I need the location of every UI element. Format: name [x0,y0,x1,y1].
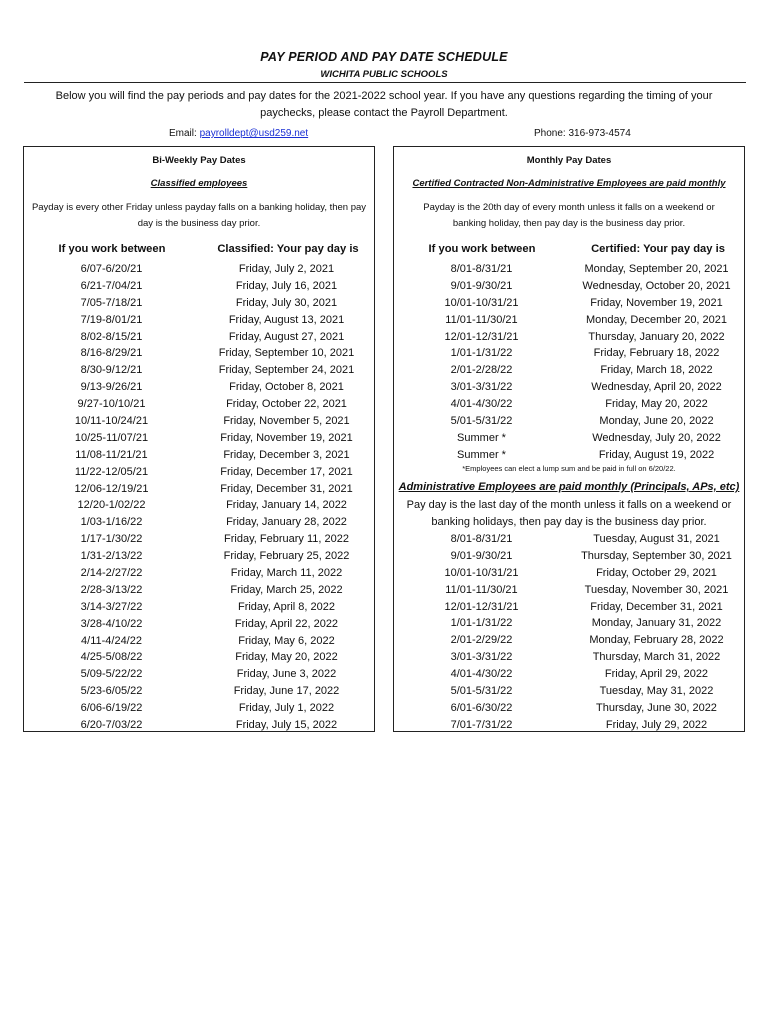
phone-contact [534,128,631,139]
monthly-row [394,379,744,396]
period-cell: 5/23-6/05/22 [80,685,143,698]
payday-cell: Monday, January 31, 2022 [591,617,722,630]
period-cell: 2/01-2/29/22 [450,634,513,647]
period-cell: 6/20-7/03/22 [80,719,143,732]
biweekly-row [24,633,374,650]
payday-cell: Friday, February 11, 2022 [224,533,349,546]
biweekly-row [24,362,374,379]
payday-cell: Friday, July 16, 2021 [235,279,338,292]
period-cell: 10/11-10/24/21 [74,415,149,428]
admin-row [394,700,744,717]
payday-cell: Friday, June 17, 2022 [233,685,340,698]
period-cell: 8/30-9/12/21 [80,364,143,377]
payday-cell: Thursday, March 31, 2022 [592,651,721,664]
period-cell: 4/25-5/08/22 [80,651,143,664]
payday-cell: Friday, December 31, 2021 [220,482,353,495]
monthly-row [394,329,744,346]
period-cell: 5/01-5/31/22 [450,415,513,428]
biweekly-row [24,430,374,447]
period-cell: 2/28-3/13/22 [80,583,143,596]
biweekly-row [24,616,374,633]
period-cell: 12/01-12/31/21 [444,600,519,613]
monthly-row [394,362,744,379]
monthly-row [394,447,744,464]
payday-cell: Friday, July 29, 2022 [605,718,708,731]
period-cell: 3/01-3/31/22 [450,651,513,664]
payday-cell: Friday, October 29, 2021 [596,566,717,579]
payday-cell: Friday, April 29, 2022 [604,668,709,681]
biweekly-row [24,345,374,362]
biweekly-row [24,531,374,548]
biweekly-row [24,447,374,464]
payday-cell: Friday, February 25, 2022 [223,550,350,563]
period-cell: 5/01-5/31/22 [450,685,513,698]
period-cell: 11/01-11/30/21 [445,583,518,596]
period-cell: 8/16-8/29/21 [80,347,143,360]
payday-cell: Wednesday, July 20, 2022 [592,431,721,444]
period-cell: 10/01-10/31/21 [444,296,519,309]
phone-label: Phone: [534,128,566,139]
payday-cell: Friday, August 13, 2021 [228,313,345,326]
admin-rows [394,531,744,734]
payday-cell: Friday, April 22, 2022 [234,617,339,630]
period-cell: 9/01-9/30/21 [450,279,513,292]
payday-cell: Friday, July 2, 2021 [238,263,335,275]
period-cell: 8/02-8/15/21 [80,330,143,343]
period-cell: 4/01-4/30/22 [450,398,513,411]
payday-cell: Friday, March 18, 2022 [600,364,713,377]
biweekly-row [24,649,374,666]
payday-cell: Tuesday, November 30, 2021 [584,583,729,596]
biweekly-panel [23,146,375,732]
period-cell: 6/07-6/20/21 [80,263,143,275]
admin-row [394,599,744,616]
monthly-row [394,261,744,278]
period-cell: 4/11-4/24/22 [81,634,142,647]
page-subtitle: WICHITA PUBLIC SCHOOLS [320,69,448,80]
payday-cell: Friday, November 5, 2021 [223,415,350,428]
period-cell: 1/17-1/30/22 [80,533,143,546]
period-cell: 2/01-2/28/22 [450,364,513,377]
monthly-heading: Monthly Pay Dates [526,155,612,166]
biweekly-row [24,396,374,413]
admin-row [394,683,744,700]
period-cell: 7/01-7/31/22 [450,718,513,731]
payday-cell: Friday, November 19, 2021 [590,296,723,309]
payday-cell: Wednesday, October 20, 2021 [582,279,731,292]
payday-cell: Thursday, June 30, 2022 [596,701,717,714]
monthly-col-payday: Certified: Your pay day is [591,243,725,255]
payday-cell: Friday, August 27, 2021 [228,330,345,343]
period-cell: 5/09-5/22/22 [80,668,143,681]
admin-note: Pay day is the last day of the month unless it falls on a weekend or banking holidays, then pay day is the business day prior. [406,499,732,528]
payday-cell: Friday, October 8, 2021 [229,381,344,394]
admin-row [394,717,744,734]
biweekly-note: Payday is every other Friday unless payday falls on a banking holiday, then pay day is the business day prior. [31,202,367,229]
intro-text: Below you will find the pay periods and pay dates for the 2021-2022 school year. If you have any questions regarding the timing of your paychecks, please contact the Payroll Department. [55,90,713,119]
monthly-row [394,295,744,312]
period-cell: 1/03-1/16/22 [80,516,143,529]
payday-cell: Friday, September 24, 2021 [218,364,355,377]
admin-row [394,632,744,649]
payday-cell: Friday, December 17, 2021 [220,465,353,478]
period-cell: 4/01-4/30/22 [450,668,513,681]
biweekly-row [24,312,374,329]
period-cell: 1/31-2/13/22 [80,550,143,563]
payday-cell: Friday, December 3, 2021 [223,448,350,461]
biweekly-row [24,514,374,531]
admin-row [394,666,744,683]
payday-cell: Friday, June 3, 2022 [236,668,337,681]
period-cell: 11/01-11/30/21 [445,313,518,326]
payday-cell: Thursday, January 20, 2022 [588,330,725,343]
payday-cell: Tuesday, May 31, 2022 [599,685,714,698]
admin-row [394,531,744,548]
header-divider [24,82,746,83]
biweekly-row [24,464,374,481]
payday-cell: Friday, September 10, 2021 [218,347,355,360]
monthly-col-period: If you work between [428,243,536,255]
payday-cell: Friday, August 19, 2022 [598,448,715,461]
admin-row [394,582,744,599]
payday-cell: Friday, January 28, 2022 [226,516,347,529]
biweekly-heading: Bi-Weekly Pay Dates [152,155,246,166]
biweekly-row [24,582,374,599]
period-cell: 3/14-3/27/22 [80,600,143,613]
monthly-row [394,312,744,329]
period-cell: 7/19-8/01/21 [80,313,143,326]
period-cell: 11/22-12/05/21 [74,465,149,478]
payday-cell: Friday, April 8, 2022 [237,600,335,613]
period-cell: 12/01-12/31/21 [444,330,519,343]
monthly-row [394,278,744,295]
admin-heading: Administrative Employees are paid monthly (Principals, APs, etc) [398,481,740,493]
payday-cell: Friday, January 14, 2022 [226,499,347,512]
period-cell: 9/27-10/10/21 [77,398,146,411]
payday-cell: Friday, July 30, 2021 [235,296,338,309]
payday-cell: Friday, March 25, 2022 [230,583,343,596]
payday-cell: Friday, July 15, 2022 [235,719,338,732]
period-cell: 10/01-10/31/21 [444,566,519,579]
period-cell: 6/01-6/30/22 [450,701,513,714]
admin-row [394,649,744,666]
payday-cell: Thursday, September 30, 2021 [581,549,732,562]
biweekly-row [24,379,374,396]
monthly-subheading: Certified Contracted Non-Administrative Employees are paid monthly [412,178,726,189]
biweekly-row [24,481,374,498]
monthly-footnote: *Employees can elect a lump sum and be paid in full on 6/20/22. [462,464,676,473]
biweekly-row [24,278,374,295]
biweekly-col-payday: Classified: Your pay day is [217,243,359,255]
biweekly-row [24,683,374,700]
admin-row [394,565,744,582]
period-cell: 8/01-8/31/21 [450,533,513,545]
period-cell: 1/01-1/31/22 [450,347,513,360]
period-cell: 3/28-4/10/22 [80,617,143,630]
biweekly-row [24,261,374,278]
payday-cell: Monday, February 28, 2022 [589,634,724,647]
admin-row [394,615,744,632]
period-cell: 3/01-3/31/22 [450,381,513,394]
payday-cell: Friday, December 31, 2021 [590,600,723,613]
biweekly-row [24,700,374,717]
period-cell: 1/01-1/31/22 [450,617,513,630]
biweekly-col-period: If you work between [58,243,166,255]
period-cell: 11/08-11/21/21 [75,448,148,461]
biweekly-row [24,497,374,514]
period-cell: 8/01-8/31/21 [450,263,513,275]
monthly-note: Payday is the 20th day of every month unless it falls on a weekend or banking holiday, then pay day is the business day prior. [423,202,715,229]
period-cell: 6/21-7/04/21 [80,279,143,292]
biweekly-row [24,548,374,565]
monthly-row [394,396,744,413]
monthly-row [394,413,744,430]
payday-cell: Monday, September 20, 2021 [584,263,729,275]
period-cell: Summer * [457,448,506,461]
period-cell: 9/13-9/26/21 [80,381,143,394]
period-cell: 9/01-9/30/21 [450,549,513,562]
payday-cell: Friday, March 11, 2022 [230,567,343,580]
email-contact [169,128,308,139]
payday-cell: Friday, November 19, 2021 [220,431,353,444]
biweekly-row [24,295,374,312]
period-cell: 12/20-1/02/22 [77,499,146,512]
payday-cell: Friday, February 18, 2022 [593,347,720,360]
period-cell: 12/06-12/19/21 [74,482,149,495]
period-cell: 2/14-2/27/22 [80,567,143,580]
monthly-row [394,430,744,447]
payday-cell: Friday, July 1, 2022 [238,702,335,715]
payday-cell: Friday, May 20, 2022 [605,398,708,411]
payday-cell: Wednesday, April 20, 2022 [591,381,722,394]
period-cell: 7/05-7/18/21 [80,296,143,309]
email-link[interactable]: payrolldept@usd259.net [199,128,309,139]
period-cell: 10/25-11/07/21 [74,431,149,444]
payday-cell: Monday, December 20, 2021 [585,313,728,326]
period-cell: 6/06-6/19/22 [80,702,143,715]
biweekly-row [24,599,374,616]
biweekly-row [24,717,374,734]
payday-cell: Friday, May 20, 2022 [235,651,338,664]
monthly-panel [393,146,745,732]
biweekly-row [24,565,374,582]
payday-cell: Friday, May 6, 2022 [238,634,335,647]
phone-number: 316-973-4574 [568,128,631,139]
payday-cell: Monday, June 20, 2022 [599,415,714,428]
page-title: PAY PERIOD AND PAY DATE SCHEDULE [260,50,508,64]
payday-cell: Friday, October 22, 2021 [226,398,347,411]
monthly-rows [394,261,744,464]
email-label: Email: [169,128,197,139]
biweekly-row [24,666,374,683]
admin-row [394,548,744,565]
biweekly-rows [24,261,374,734]
biweekly-row [24,413,374,430]
period-cell: Summer * [457,431,506,444]
biweekly-row [24,329,374,346]
payday-cell: Tuesday, August 31, 2021 [593,533,720,545]
biweekly-subheading: Classified employees [150,178,248,189]
monthly-row [394,345,744,362]
